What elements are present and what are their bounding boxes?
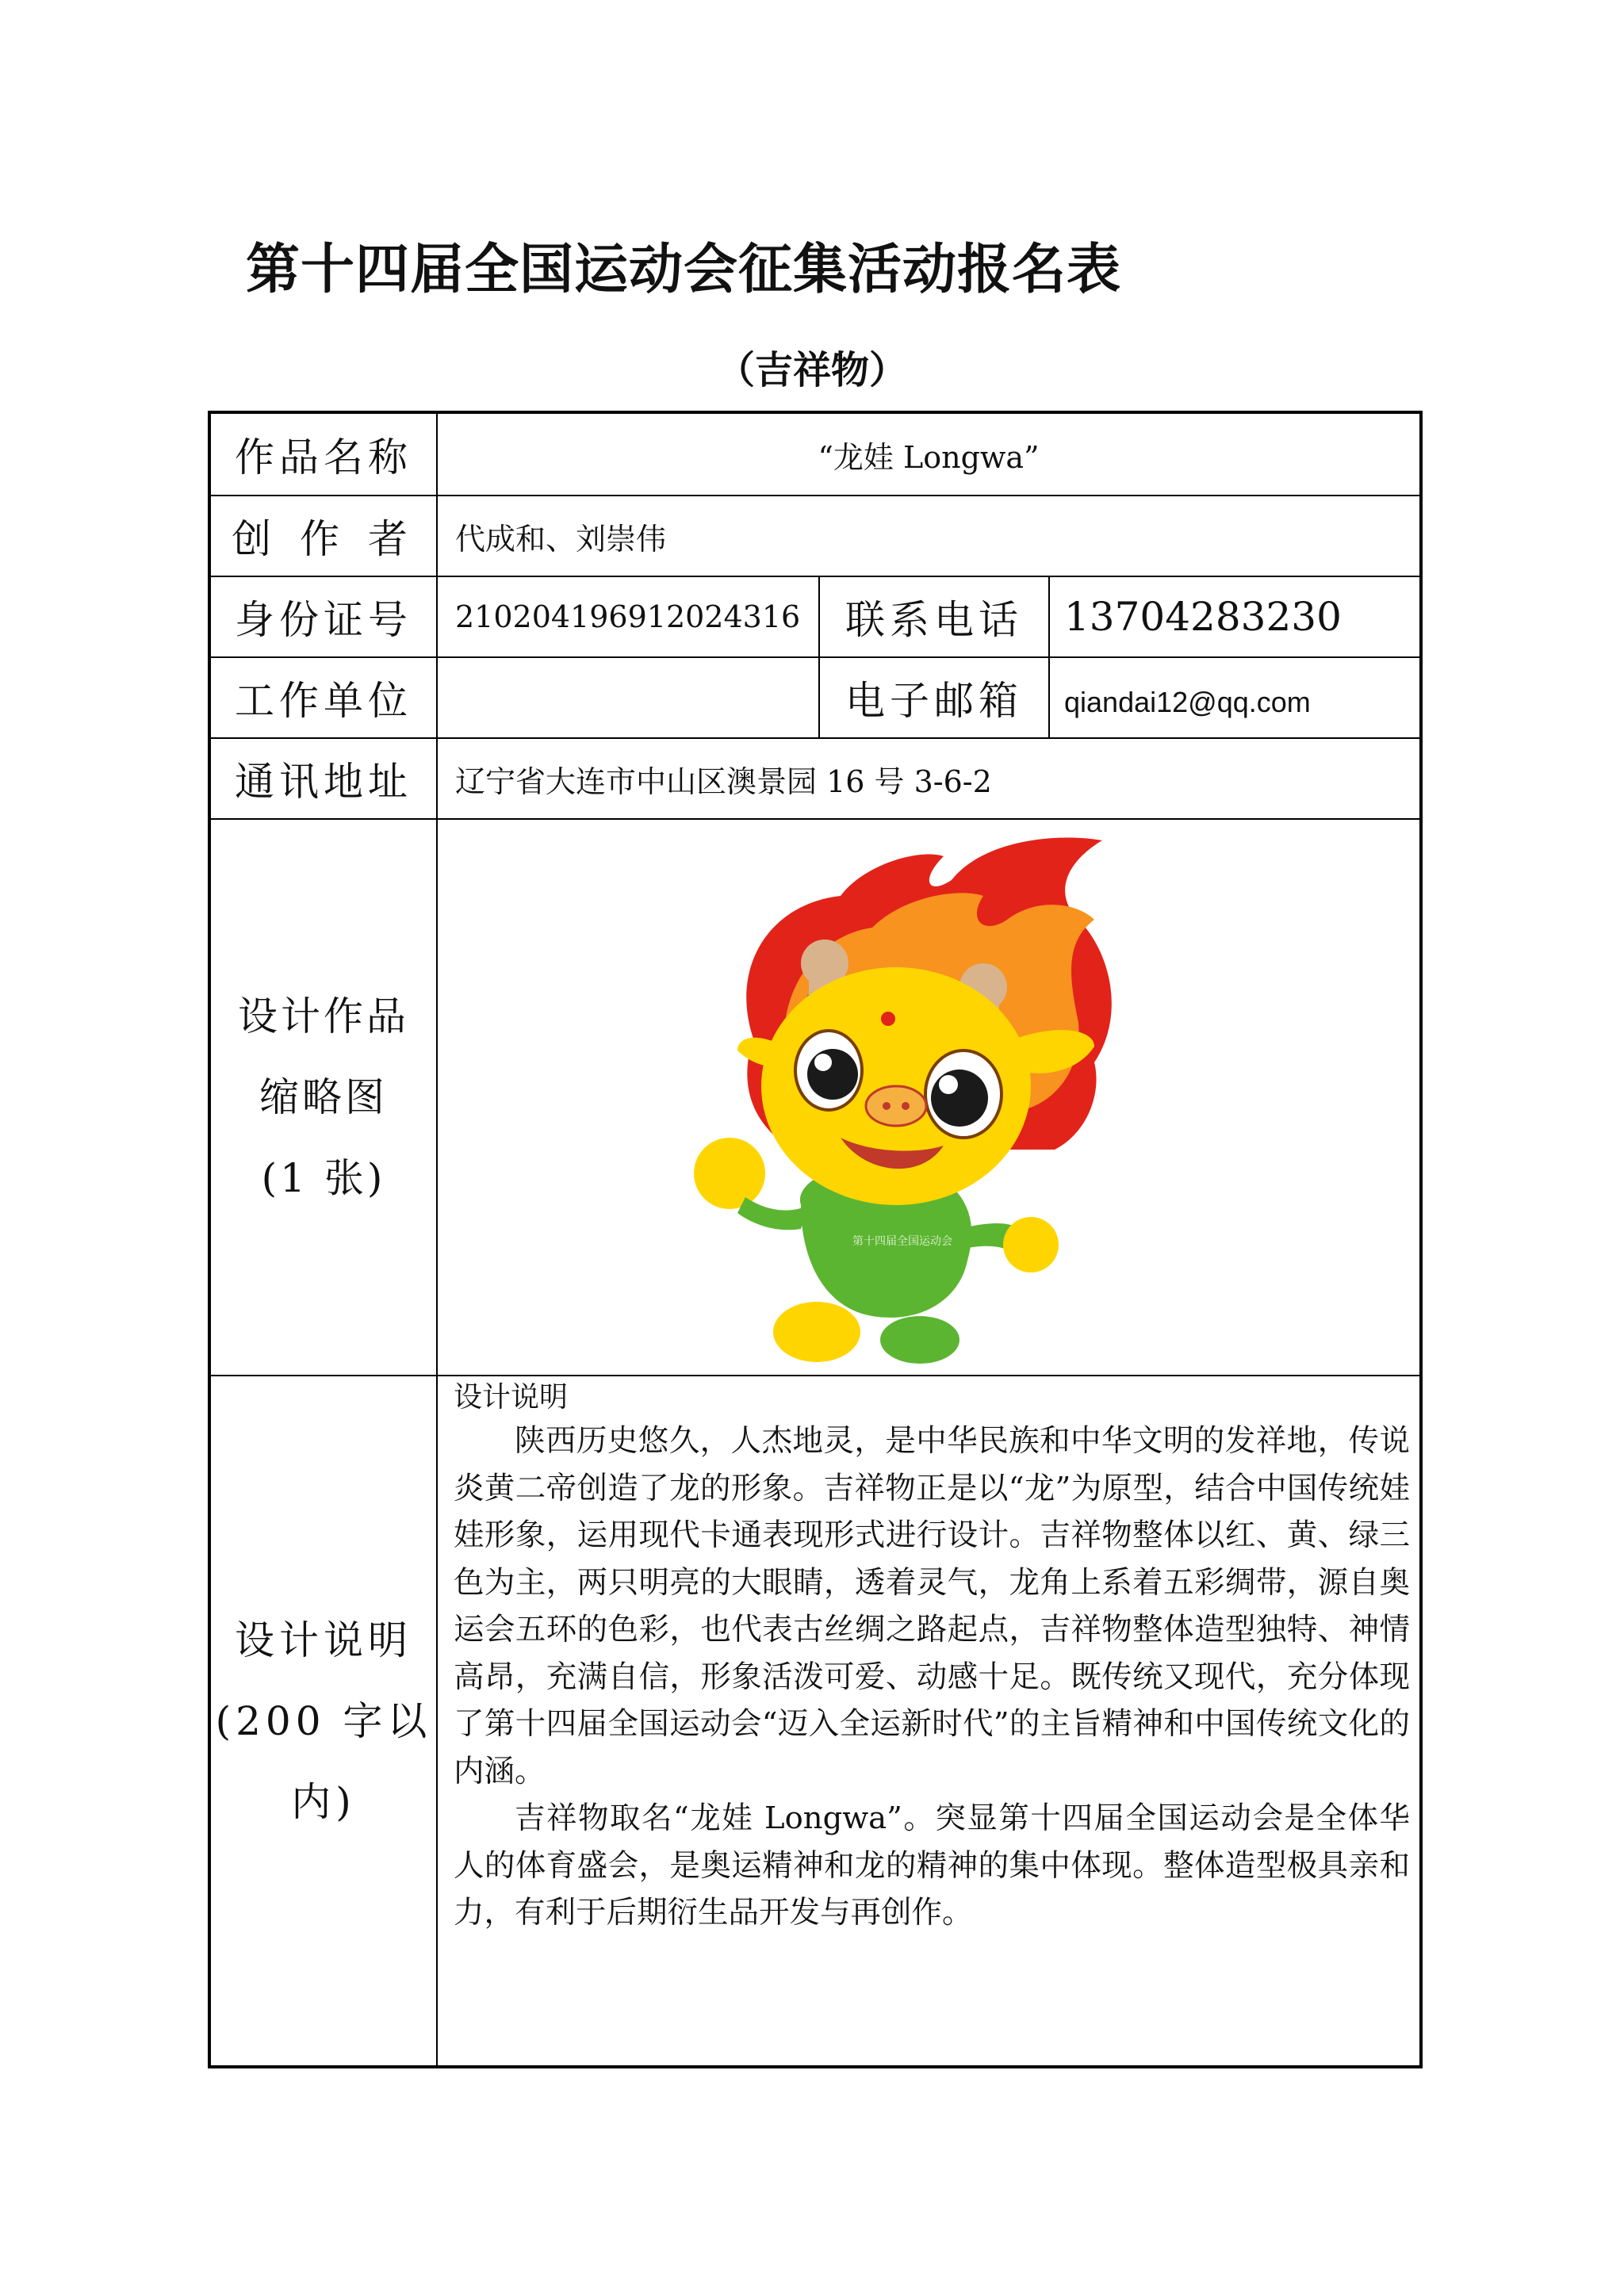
mascot-badge-text: 第十四届全国运动会 xyxy=(852,1235,952,1248)
creator-label: 创 作 者 xyxy=(232,516,416,562)
form-title: 第十四届全国运动会征集活动报名表 xyxy=(246,239,1122,301)
column-divider xyxy=(1048,576,1050,739)
description-label xyxy=(211,1376,436,2066)
thumbnail-label-line: 设计作品 xyxy=(238,993,409,1039)
thumbnail-label-line: 缩略图 xyxy=(259,1074,388,1120)
column-divider xyxy=(436,412,438,2067)
work-name-value: “龙娃 Longwa” xyxy=(818,439,1040,475)
phone-label: 联系电话 xyxy=(845,597,1023,643)
description-heading: 设计说明 xyxy=(454,1381,569,1414)
work-unit-label: 工作单位 xyxy=(235,678,412,724)
description-paragraph: 吉祥物取名“龙娃 Longwa”。突显第十四届全国运动会是全体华人的体育盛会，是奥运精神和龙的精神的集中体现。整体造型极具亲和力，有利于后期衍生品开发与再创作。 xyxy=(454,1800,1410,1931)
thumbnail-label-line: (1 张) xyxy=(261,1155,386,1201)
address-label: 通讯地址 xyxy=(235,759,412,805)
description-paragraph: 陕西历史悠久，人杰地灵，是中华民族和中华文明的发祥地，传说炎黄二帝创造了龙的形象。吉祥物正是以“龙”为原型，结合中国传统娃娃形象，运用现代卡通表现形式进行设计。吉祥物整体以红、黄、绿三色为主，两只明亮的大眼睛，透着灵气，龙角上系着五彩绸带，源自奥运会五环的色彩，也代表古丝绸之路起点，吉祥物整体造型独特、神情高昂，充满自信，形象活泼可爱、动感十足。既传统又现代，充分体现了第十四届全国运动会“迈入全运新时代”的主旨精神和中国传统文化的内涵。 xyxy=(454,1423,1410,1789)
description-label-line: (200 字以 xyxy=(215,1698,432,1744)
email-value: qiandai12@qq.com xyxy=(1064,686,1311,718)
id-number-value: 210204196912024316 xyxy=(455,599,801,634)
address-value: 辽宁省大连市中山区澳景园 16 号 3-6-2 xyxy=(455,763,992,799)
design-description xyxy=(454,1378,1410,1937)
thumbnail-label xyxy=(211,820,436,1375)
phone-value: 13704283230 xyxy=(1064,594,1342,640)
work-name-label: 作品名称 xyxy=(235,434,412,480)
email-label: 电子邮箱 xyxy=(845,678,1023,724)
form-subtitle: （吉祥物） xyxy=(716,348,907,392)
creator-value: 代成和、刘崇伟 xyxy=(455,521,667,557)
id-number-label: 身份证号 xyxy=(235,597,412,643)
longwa-mascot-image xyxy=(682,832,1126,1372)
description-label-line: 内) xyxy=(291,1779,356,1825)
description-label-line: 设计说明 xyxy=(235,1617,412,1663)
